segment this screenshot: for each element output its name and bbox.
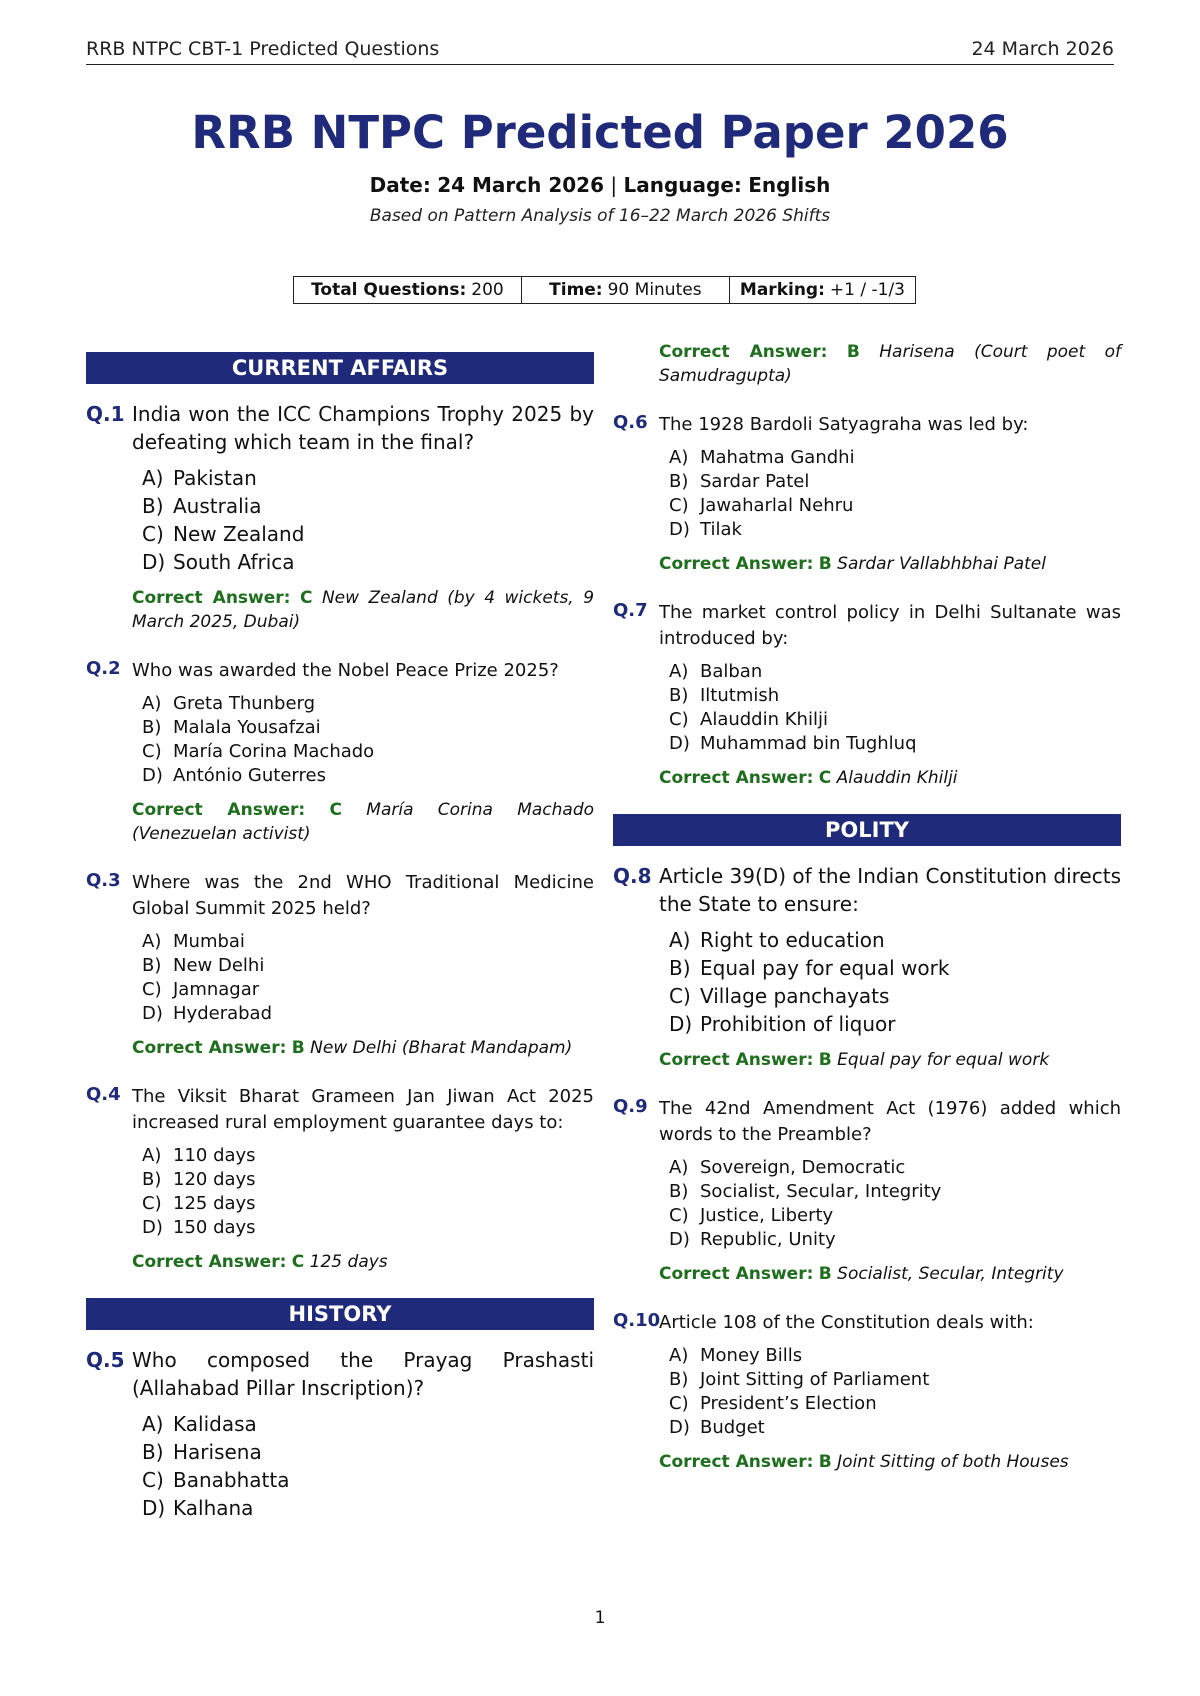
time-label: Time: xyxy=(549,280,603,300)
answer-label: Correct Answer: xyxy=(132,800,306,820)
answer-letter: B xyxy=(818,554,832,574)
option-text: Joint Sitting of Parliament xyxy=(700,1369,930,1390)
question xyxy=(613,600,1121,790)
options-list xyxy=(86,1410,594,1522)
right-column xyxy=(613,340,1121,1498)
option-letter: D) xyxy=(669,1229,690,1250)
option-letter: A) xyxy=(142,693,162,714)
answer-label: Correct Answer: xyxy=(132,1252,287,1272)
question xyxy=(613,862,1121,1072)
marking-label: Marking: xyxy=(739,280,825,300)
option-text: Tilak xyxy=(700,519,742,540)
option-text: 120 days xyxy=(173,1169,256,1190)
option-text: Sardar Patel xyxy=(700,471,810,492)
option-item xyxy=(142,740,594,764)
answer-label: Correct Answer: xyxy=(659,342,828,362)
option-text: Village panchayats xyxy=(700,984,890,1008)
answer-text: Joint Sitting of both Houses xyxy=(837,1452,1069,1472)
header-left: RRB NTPC CBT-1 Predicted Questions xyxy=(86,38,440,60)
option-item xyxy=(142,548,594,576)
option-text: Justice, Liberty xyxy=(700,1205,834,1226)
answer-text: Sardar Vallabhbhai Patel xyxy=(837,554,1046,574)
question xyxy=(86,400,594,634)
option-item xyxy=(669,446,1121,470)
question-number: Q.5 xyxy=(86,1348,125,1372)
subtitle xyxy=(0,173,1200,197)
options-list xyxy=(86,1144,594,1240)
option-text: 110 days xyxy=(173,1145,256,1166)
answer-label: Correct Answer: xyxy=(132,1038,287,1058)
question-number: Q.8 xyxy=(613,864,652,888)
option-letter: A) xyxy=(669,447,689,468)
option-item xyxy=(669,1416,1121,1440)
question-text: The 1928 Bardoli Satyagraha was led by: xyxy=(659,414,1029,435)
answer-text: Equal pay for equal work xyxy=(837,1050,1050,1070)
option-item xyxy=(142,930,594,954)
answer-letter: B xyxy=(818,1050,832,1070)
option-letter: A) xyxy=(142,931,162,952)
option-letter: A) xyxy=(669,1157,689,1178)
option-letter: A) xyxy=(669,928,691,952)
option-item xyxy=(142,692,594,716)
option-text: António Guterres xyxy=(173,765,326,786)
answer-letter: B xyxy=(291,1038,305,1058)
option-item xyxy=(669,954,1121,982)
option-text: 150 days xyxy=(173,1217,256,1238)
question-number: Q.2 xyxy=(86,658,121,679)
correct-answer xyxy=(659,1450,1121,1474)
question xyxy=(86,870,594,1060)
option-letter: D) xyxy=(669,519,690,540)
option-item xyxy=(142,1144,594,1168)
question-text: The market control policy in Delhi Sultanate was introduced by: xyxy=(659,602,1121,649)
option-item xyxy=(142,520,594,548)
question-number: Q.7 xyxy=(613,600,648,621)
option-letter: C) xyxy=(669,495,689,516)
options-list xyxy=(86,464,594,576)
options-list xyxy=(86,930,594,1026)
answer-q5-continued xyxy=(659,340,1121,388)
left-column xyxy=(86,352,594,1546)
option-letter: A) xyxy=(142,1145,162,1166)
question-head xyxy=(86,658,594,684)
marking-cell xyxy=(730,277,915,303)
option-item xyxy=(669,518,1121,542)
option-letter: D) xyxy=(669,1012,693,1036)
option-letter: C) xyxy=(142,741,162,762)
correct-answer xyxy=(659,1048,1121,1072)
option-letter: D) xyxy=(142,550,166,574)
option-text: Malala Yousafzai xyxy=(173,717,321,738)
option-letter: B) xyxy=(669,1181,689,1202)
question-head xyxy=(613,1310,1121,1336)
option-letter: D) xyxy=(669,1417,690,1438)
question-head xyxy=(613,600,1121,652)
page-title: RRB NTPC Predicted Paper 2026 xyxy=(191,106,1009,159)
option-letter: A) xyxy=(142,1412,164,1436)
option-text: President’s Election xyxy=(700,1393,877,1414)
answer-label: Correct Answer: xyxy=(659,554,814,574)
option-item xyxy=(669,1344,1121,1368)
correct-answer xyxy=(659,766,1121,790)
option-item xyxy=(669,494,1121,518)
option-text: Jamnagar xyxy=(173,979,260,1000)
options-list xyxy=(613,660,1121,756)
option-text: Sovereign, Democratic xyxy=(700,1157,906,1178)
question-head xyxy=(86,1084,594,1136)
option-item xyxy=(669,660,1121,684)
question-head xyxy=(613,1096,1121,1148)
answer-letter: B xyxy=(818,1264,832,1284)
option-text: Iltutmish xyxy=(700,685,780,706)
option-letter: C) xyxy=(142,1193,162,1214)
answer-label: Correct Answer: xyxy=(132,588,291,608)
question-number: Q.6 xyxy=(613,412,648,433)
correct-answer xyxy=(132,1250,594,1274)
option-text: Mahatma Gandhi xyxy=(700,447,855,468)
answer-letter: C xyxy=(291,1252,305,1272)
option-item xyxy=(669,470,1121,494)
correct-answer xyxy=(659,1262,1121,1286)
question-head xyxy=(86,870,594,922)
option-text: Jawaharlal Nehru xyxy=(700,495,854,516)
date-value: 24 March 2026 xyxy=(437,173,605,197)
time-value: 90 Minutes xyxy=(607,280,702,300)
option-item xyxy=(142,764,594,788)
option-text: María Corina Machado xyxy=(173,741,375,762)
option-item xyxy=(669,1228,1121,1252)
option-text: Muhammad bin Tughluq xyxy=(700,733,917,754)
option-letter: B) xyxy=(142,1169,162,1190)
option-letter: B) xyxy=(669,956,691,980)
option-letter: B) xyxy=(142,1440,164,1464)
option-item xyxy=(142,1192,594,1216)
options-list xyxy=(86,692,594,788)
option-text: Kalhana xyxy=(173,1496,254,1520)
option-letter: B) xyxy=(669,471,689,492)
option-text: New Delhi xyxy=(173,955,265,976)
option-item xyxy=(142,1410,594,1438)
option-item xyxy=(669,1204,1121,1228)
answer-text: María Corina Machado (Venezuelan activist) xyxy=(132,800,595,844)
option-text: South Africa xyxy=(173,550,295,574)
page-number: 1 xyxy=(594,1608,606,1628)
question xyxy=(86,658,594,846)
question-text: Article 108 of the Constitution deals with: xyxy=(659,1312,1034,1333)
options-list xyxy=(613,446,1121,542)
option-text: 125 days xyxy=(173,1193,256,1214)
option-text: Mumbai xyxy=(173,931,245,952)
correct-answer xyxy=(659,552,1121,576)
total-questions-value: 200 xyxy=(471,280,504,300)
option-text: Prohibition of liquor xyxy=(700,1012,896,1036)
option-item xyxy=(142,464,594,492)
question-head xyxy=(86,1346,594,1402)
option-item xyxy=(669,1368,1121,1392)
option-text: Socialist, Secular, Integrity xyxy=(700,1181,942,1202)
option-item xyxy=(669,708,1121,732)
marking-value: +1 / -1/3 xyxy=(829,280,905,300)
question-number: Q.4 xyxy=(86,1084,121,1105)
option-item xyxy=(142,1438,594,1466)
options-list xyxy=(613,1344,1121,1440)
option-letter: B) xyxy=(669,685,689,706)
option-item xyxy=(142,1002,594,1026)
options-list xyxy=(613,1156,1121,1252)
option-text: Right to education xyxy=(700,928,885,952)
answer-letter: C xyxy=(299,588,313,608)
subtitle-separator: | xyxy=(610,173,618,197)
option-letter: C) xyxy=(669,709,689,730)
based-on-note: Based on Pattern Analysis of 16–22 March 2026 Shifts xyxy=(369,206,831,226)
option-letter: B) xyxy=(669,1369,689,1390)
option-letter: B) xyxy=(142,494,164,518)
answer-text: 125 days xyxy=(309,1252,388,1272)
option-text: Pakistan xyxy=(173,466,257,490)
answer-text: Socialist, Secular, Integrity xyxy=(837,1264,1064,1284)
question-number: Q.1 xyxy=(86,402,125,426)
question-head xyxy=(613,412,1121,438)
option-letter: A) xyxy=(142,466,164,490)
option-item xyxy=(669,926,1121,954)
answer-label: Correct Answer: xyxy=(659,1264,814,1284)
question xyxy=(86,1346,594,1522)
option-letter: D) xyxy=(669,733,690,754)
option-text: Harisena xyxy=(173,1440,262,1464)
option-item xyxy=(142,1168,594,1192)
answer-letter: B xyxy=(846,342,860,362)
answer-label: Correct Answer: xyxy=(659,1050,814,1070)
time-cell xyxy=(522,277,730,303)
option-item xyxy=(142,492,594,520)
option-text: Republic, Unity xyxy=(700,1229,836,1250)
question-text: Article 39(D) of the Indian Constitution directs the State to ensure: xyxy=(659,864,1121,916)
question xyxy=(613,1310,1121,1474)
correct-answer xyxy=(132,586,594,634)
answer-text: Harisena (Court poet of Samudragupta) xyxy=(659,342,1122,386)
running-header xyxy=(86,34,1114,65)
total-questions-cell xyxy=(294,277,522,303)
option-text: Money Bills xyxy=(700,1345,803,1366)
option-item xyxy=(669,1156,1121,1180)
option-letter: C) xyxy=(669,1205,689,1226)
question-number: Q.10 xyxy=(613,1310,661,1331)
question xyxy=(86,1084,594,1274)
option-text: Hyderabad xyxy=(173,1003,272,1024)
exam-info-box xyxy=(293,276,916,304)
question-number: Q.9 xyxy=(613,1096,648,1117)
option-letter: D) xyxy=(142,1003,163,1024)
option-text: Equal pay for equal work xyxy=(700,956,950,980)
question xyxy=(613,1096,1121,1286)
option-item xyxy=(142,1466,594,1494)
option-item xyxy=(142,954,594,978)
option-letter: D) xyxy=(142,1496,166,1520)
option-letter: D) xyxy=(142,1217,163,1238)
option-letter: C) xyxy=(669,1393,689,1414)
option-text: Budget xyxy=(700,1417,765,1438)
language-value: English xyxy=(748,173,831,197)
option-letter: D) xyxy=(142,765,163,786)
question-number: Q.3 xyxy=(86,870,121,891)
option-letter: B) xyxy=(142,955,162,976)
question-text: Where was the 2nd WHO Traditional Medicine Global Summit 2025 held? xyxy=(132,872,594,919)
question-text: The 42nd Amendment Act (1976) added which words to the Preamble? xyxy=(659,1098,1121,1145)
correct-answer xyxy=(132,798,594,846)
answer-label: Correct Answer: xyxy=(659,768,814,788)
option-letter: C) xyxy=(142,979,162,1000)
question xyxy=(613,412,1121,576)
question-text: Who was awarded the Nobel Peace Prize 2025? xyxy=(132,660,559,681)
question-head xyxy=(613,862,1121,918)
correct-answer xyxy=(132,1036,594,1060)
header-right: 24 March 2026 xyxy=(971,38,1114,60)
option-item xyxy=(669,684,1121,708)
options-list xyxy=(613,926,1121,1038)
option-item xyxy=(669,1180,1121,1204)
option-letter: B) xyxy=(142,717,162,738)
option-item xyxy=(669,1392,1121,1416)
section-current-affairs: CURRENT AFFAIRS xyxy=(86,352,594,384)
option-letter: C) xyxy=(142,1468,164,1492)
option-text: Kalidasa xyxy=(173,1412,257,1436)
option-letter: C) xyxy=(669,984,691,1008)
option-letter: A) xyxy=(669,1345,689,1366)
question-text: India won the ICC Champions Trophy 2025 by defeating which team in the final? xyxy=(132,402,594,454)
option-text: Banabhatta xyxy=(173,1468,290,1492)
option-item xyxy=(142,1216,594,1240)
answer-label: Correct Answer: xyxy=(659,1452,814,1472)
section-polity: POLITY xyxy=(613,814,1121,846)
option-item xyxy=(142,716,594,740)
option-letter: A) xyxy=(669,661,689,682)
option-item xyxy=(142,1494,594,1522)
option-text: Balban xyxy=(700,661,763,682)
option-item xyxy=(142,978,594,1002)
total-questions-label: Total Questions: xyxy=(311,280,467,300)
answer-letter: C xyxy=(329,800,342,820)
option-item xyxy=(669,1010,1121,1038)
language-label: Language: xyxy=(623,173,742,197)
answer-text: New Zealand (by 4 wickets, 9 March 2025, Dubai) xyxy=(132,588,595,632)
answer-text: Alauddin Khilji xyxy=(836,768,958,788)
option-letter: C) xyxy=(142,522,164,546)
option-text: New Zealand xyxy=(173,522,305,546)
option-text: Greta Thunberg xyxy=(173,693,316,714)
question-head xyxy=(86,400,594,456)
answer-text: New Delhi (Bharat Mandapam) xyxy=(310,1038,573,1058)
option-text: Alauddin Khilji xyxy=(700,709,828,730)
option-text: Australia xyxy=(173,494,262,518)
option-item xyxy=(669,732,1121,756)
answer-letter: C xyxy=(818,768,832,788)
date-label: Date: xyxy=(369,173,431,197)
question-text: Who composed the Prayag Prashasti (Allahabad Pillar Inscription)? xyxy=(132,1348,594,1400)
answer-letter: B xyxy=(818,1452,832,1472)
option-item xyxy=(669,982,1121,1010)
section-history: HISTORY xyxy=(86,1298,594,1330)
question-text: The Viksit Bharat Grameen Jan Jiwan Act 2025 increased rural employment guarantee days to: xyxy=(132,1086,594,1133)
